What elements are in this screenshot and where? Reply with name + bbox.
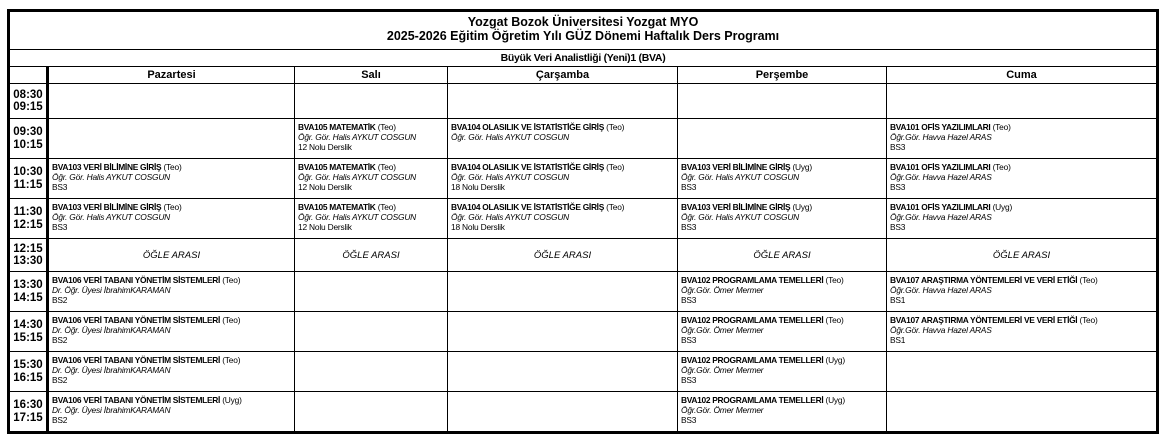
instructor: Öğr. Gör. Halis AYKUT COSGUN xyxy=(681,172,800,183)
classroom: BS3 xyxy=(890,142,906,153)
course-type: (Teo) xyxy=(222,315,241,325)
empty-slot xyxy=(295,84,448,119)
course-slot xyxy=(48,392,295,433)
classroom: BS3 xyxy=(52,222,68,233)
course-title: BVA106 VERİ TABANI YÖNETİM SİSTEMLERİ xyxy=(52,355,221,365)
instructor: Öğr.Gör. Havva Hazel ARAS xyxy=(890,325,992,336)
course-type: (Teo) xyxy=(1079,275,1098,285)
course-slot xyxy=(678,352,887,392)
empty-slot xyxy=(295,312,448,352)
course-line xyxy=(890,122,1156,132)
instructor: Öğr.Gör. Havva Hazel ARAS xyxy=(890,172,992,183)
lunch-break: ÖĞLE ARASI xyxy=(448,239,678,272)
empty-slot xyxy=(678,119,887,159)
instructor: Dr. Öğr. Üyesi İbrahimKARAMAN xyxy=(52,405,171,416)
classroom: BS2 xyxy=(52,375,68,386)
course-title: BVA102 PROGRAMLAMA TEMELLERİ xyxy=(681,315,824,325)
course-slot xyxy=(48,352,295,392)
instructor: Öğr.Gör. Ömer Mermer xyxy=(681,365,764,376)
course-type: (Teo) xyxy=(825,275,844,285)
instructor: Öğr.Gör. Havva Hazel ARAS xyxy=(890,212,992,223)
classroom: BS3 xyxy=(681,182,697,193)
course-line xyxy=(890,162,1156,172)
end-time: 12:15 xyxy=(13,218,43,231)
empty-slot xyxy=(48,119,295,159)
start-time: 14:30 xyxy=(13,319,43,331)
classroom: BS1 xyxy=(890,295,906,306)
course-type: (Uyg) xyxy=(825,355,845,365)
course-slot xyxy=(448,159,678,199)
time-slot-row xyxy=(9,392,1158,433)
instructor: Öğr. Gör. Halis AYKUT COSGUN xyxy=(451,132,570,143)
course-title: BVA104 OLASILIK VE İSTATİSTİĞE GİRİŞ xyxy=(451,202,605,212)
course-type: (Teo) xyxy=(163,162,182,172)
course-type: (Teo) xyxy=(606,162,625,172)
course-slot xyxy=(887,159,1158,199)
course-line xyxy=(451,202,677,212)
course-line xyxy=(298,162,447,172)
course-slot xyxy=(887,119,1158,159)
classroom: BS2 xyxy=(52,415,68,426)
classroom: BS2 xyxy=(52,335,68,346)
course-type: (Teo) xyxy=(163,202,182,212)
end-time: 14:15 xyxy=(13,291,43,304)
course-type: (Teo) xyxy=(1079,315,1098,325)
course-line xyxy=(451,122,677,132)
time-slot-row xyxy=(9,199,1158,239)
empty-slot xyxy=(448,312,678,352)
classroom: BS3 xyxy=(681,415,697,426)
classroom: BS3 xyxy=(681,375,697,386)
instructor: Dr. Öğr. Üyesi İbrahimKARAMAN xyxy=(52,365,171,376)
instructor: Öğr. Gör. Halis AYKUT COSGUN xyxy=(298,172,417,183)
time-slot-row xyxy=(9,159,1158,199)
course-slot xyxy=(678,312,887,352)
empty-slot xyxy=(295,352,448,392)
course-title: BVA107 ARAŞTIRMA YÖNTEMLERİ VE VERİ ETİĞİ xyxy=(890,315,1078,325)
empty-slot xyxy=(295,272,448,312)
course-slot xyxy=(678,199,887,239)
course-line xyxy=(890,275,1156,285)
course-title: BVA103 VERİ BİLİMİNE GİRİŞ xyxy=(681,202,791,212)
course-title: BVA104 OLASILIK VE İSTATİSTİĞE GİRİŞ xyxy=(451,162,605,172)
classroom: BS3 xyxy=(890,222,906,233)
classroom: BS3 xyxy=(890,182,906,193)
classroom: BS2 xyxy=(52,295,68,306)
course-line xyxy=(681,202,886,212)
instructor: Öğr. Gör. Halis AYKUT COSGUN xyxy=(298,132,417,143)
end-time: 10:15 xyxy=(13,138,43,151)
instructor: Öğr. Gör. Halis AYKUT COSGUN xyxy=(681,212,800,223)
course-slot xyxy=(295,159,448,199)
empty-slot xyxy=(678,84,887,119)
course-slot xyxy=(887,272,1158,312)
course-slot xyxy=(448,199,678,239)
time-slot-row xyxy=(9,239,1158,272)
course-slot xyxy=(295,199,448,239)
program-name: Büyük Veri Analistliği (Yeni)1 (BVA) xyxy=(9,50,1158,67)
course-title: BVA106 VERİ TABANI YÖNETİM SİSTEMLERİ xyxy=(52,275,221,285)
time-range xyxy=(9,272,48,312)
classroom: 18 Nolu Derslik xyxy=(451,222,505,233)
instructor: Öğr. Gör. Halis AYKUT COSGUN xyxy=(52,212,171,223)
time-range xyxy=(9,159,48,199)
course-type: (Uyg) xyxy=(792,162,812,172)
end-time: 09:15 xyxy=(13,101,43,113)
course-type: (Teo) xyxy=(377,202,396,212)
day-header: Cuma xyxy=(887,67,1158,84)
classroom: 12 Nolu Derslik xyxy=(298,222,352,233)
course-title: BVA102 PROGRAMLAMA TEMELLERİ xyxy=(681,395,824,405)
empty-slot xyxy=(887,392,1158,433)
course-line xyxy=(52,275,294,285)
day-header: Perşembe xyxy=(678,67,887,84)
course-line xyxy=(52,395,294,405)
day-header: Salı xyxy=(295,67,448,84)
instructor: Öğr. Gör. Halis AYKUT COSGUN xyxy=(451,212,570,223)
course-title: BVA104 OLASILIK VE İSTATİSTİĞE GİRİŞ xyxy=(451,122,605,132)
end-time: 11:15 xyxy=(13,178,43,191)
course-slot xyxy=(678,272,887,312)
time-column-header xyxy=(9,67,48,84)
course-slot xyxy=(48,312,295,352)
course-line xyxy=(52,355,294,365)
course-title: BVA106 VERİ TABANI YÖNETİM SİSTEMLERİ xyxy=(52,315,221,325)
term-title: 2025-2026 Eğitim Öğretim Yılı GÜZ Dönemi Haftalık Ders Programı xyxy=(386,29,780,43)
empty-slot xyxy=(48,84,295,119)
course-title: BVA103 VERİ BİLİMİNE GİRİŞ xyxy=(52,162,162,172)
start-time: 08:30 xyxy=(13,88,43,101)
classroom: BS3 xyxy=(52,182,68,193)
lunch-break: ÖĞLE ARASI xyxy=(48,239,295,272)
course-line xyxy=(298,202,447,212)
classroom: 12 Nolu Derslik xyxy=(298,182,352,193)
instructor: Öğr. Gör. Halis AYKUT COSGUN xyxy=(52,172,171,183)
course-slot xyxy=(48,159,295,199)
course-type: (Uyg) xyxy=(992,202,1013,212)
end-time: 16:15 xyxy=(13,371,43,384)
start-time: 12:15 xyxy=(13,242,43,255)
start-time: 13:30 xyxy=(13,279,43,291)
start-time: 15:30 xyxy=(13,359,43,371)
course-line xyxy=(890,202,1156,212)
classroom: BS1 xyxy=(890,335,906,346)
course-slot xyxy=(48,272,295,312)
time-range xyxy=(9,312,48,352)
course-type: (Teo) xyxy=(825,315,844,325)
empty-slot xyxy=(448,84,678,119)
course-title: BVA102 PROGRAMLAMA TEMELLERİ xyxy=(681,275,824,285)
course-line xyxy=(52,315,294,325)
time-slot-row xyxy=(9,84,1158,119)
empty-slot xyxy=(448,352,678,392)
instructor: Dr. Öğr. Üyesi İbrahimKARAMAN xyxy=(52,285,171,296)
instructor: Öğr.Gör. Havva Hazel ARAS xyxy=(890,285,992,296)
course-slot xyxy=(448,119,678,159)
day-header: Pazartesi xyxy=(48,67,295,84)
time-range xyxy=(9,119,48,159)
end-time: 17:15 xyxy=(13,411,43,424)
course-type: (Uyg) xyxy=(222,395,242,405)
instructor: Öğr. Gör. Halis AYKUT COSGUN xyxy=(451,172,570,183)
instructor: Öğr. Gör. Halis AYKUT COSGUN xyxy=(298,212,417,223)
classroom: 18 Nolu Derslik xyxy=(451,182,505,193)
course-type: (Teo) xyxy=(992,122,1011,132)
time-slot-row xyxy=(9,119,1158,159)
course-title: BVA101 OFİS YAZILIMLARI xyxy=(890,162,991,172)
course-title: BVA105 MATEMATİK xyxy=(298,162,376,172)
course-line xyxy=(681,395,886,405)
course-title: BVA103 VERİ BİLİMİNE GİRİŞ xyxy=(681,162,791,172)
empty-slot xyxy=(448,272,678,312)
course-line xyxy=(451,162,677,172)
course-title: BVA105 MATEMATİK xyxy=(298,202,376,212)
course-title: BVA105 MATEMATİK xyxy=(298,122,376,132)
course-line xyxy=(681,355,886,365)
empty-slot xyxy=(887,84,1158,119)
classroom: 12 Nolu Derslik xyxy=(298,142,352,153)
empty-slot xyxy=(295,392,448,433)
course-line xyxy=(890,315,1156,325)
course-line xyxy=(298,122,447,132)
institution-title: Yozgat Bozok Üniversitesi Yozgat MYO xyxy=(467,15,699,29)
instructor: Dr. Öğr. Üyesi İbrahimKARAMAN xyxy=(52,325,171,336)
start-time: 16:30 xyxy=(13,399,43,411)
classroom: BS3 xyxy=(681,335,697,346)
instructor: Öğr.Gör. Ömer Mermer xyxy=(681,285,764,296)
schedule-title xyxy=(9,11,1158,50)
lunch-break: ÖĞLE ARASI xyxy=(295,239,448,272)
course-title: BVA101 OFİS YAZILIMLARI xyxy=(890,202,991,212)
time-slot-row xyxy=(9,352,1158,392)
course-type: (Teo) xyxy=(606,202,625,212)
course-line xyxy=(681,315,886,325)
empty-slot xyxy=(887,352,1158,392)
time-range xyxy=(9,352,48,392)
course-type: (Teo) xyxy=(377,162,396,172)
course-title: BVA107 ARAŞTIRMA YÖNTEMLERİ VE VERİ ETİĞİ xyxy=(890,275,1078,285)
course-title: BVA103 VERİ BİLİMİNE GİRİŞ xyxy=(52,202,162,212)
instructor: Öğr.Gör. Havva Hazel ARAS xyxy=(890,132,992,143)
empty-slot xyxy=(448,392,678,433)
instructor: Öğr.Gör. Ömer Mermer xyxy=(681,405,764,416)
course-slot xyxy=(678,159,887,199)
start-time: 09:30 xyxy=(13,126,43,138)
classroom: BS3 xyxy=(681,295,697,306)
classroom: BS3 xyxy=(681,222,697,233)
course-type: (Teo) xyxy=(992,162,1011,172)
course-line xyxy=(681,162,886,172)
course-type: (Teo) xyxy=(606,122,625,132)
course-line xyxy=(52,202,294,212)
course-line xyxy=(52,162,294,172)
course-type: (Teo) xyxy=(222,275,241,285)
end-time: 15:15 xyxy=(13,331,43,344)
lunch-break: ÖĞLE ARASI xyxy=(678,239,887,272)
time-range xyxy=(9,199,48,239)
course-title: BVA102 PROGRAMLAMA TEMELLERİ xyxy=(681,355,824,365)
lunch-break: ÖĞLE ARASI xyxy=(887,239,1158,272)
time-slot-row xyxy=(9,272,1158,312)
time-slot-row xyxy=(9,312,1158,352)
course-title: BVA106 VERİ TABANI YÖNETİM SİSTEMLERİ xyxy=(52,395,221,405)
time-range xyxy=(9,392,48,433)
course-slot xyxy=(678,392,887,433)
start-time: 11:30 xyxy=(13,206,43,218)
start-time: 10:30 xyxy=(13,166,43,178)
course-slot xyxy=(48,199,295,239)
course-slot xyxy=(295,119,448,159)
course-slot xyxy=(887,199,1158,239)
course-type: (Teo) xyxy=(377,122,396,132)
weekly-schedule-table xyxy=(7,9,1159,434)
course-slot xyxy=(887,312,1158,352)
day-header: Çarşamba xyxy=(448,67,678,84)
course-type: (Teo) xyxy=(222,355,241,365)
course-type: (Uyg) xyxy=(825,395,845,405)
instructor: Öğr.Gör. Ömer Mermer xyxy=(681,325,764,336)
time-range xyxy=(9,84,48,119)
time-range xyxy=(9,239,48,272)
course-line xyxy=(681,275,886,285)
course-type: (Uyg) xyxy=(792,202,812,212)
end-time: 13:30 xyxy=(13,255,43,267)
course-title: BVA101 OFİS YAZILIMLARI xyxy=(890,122,991,132)
